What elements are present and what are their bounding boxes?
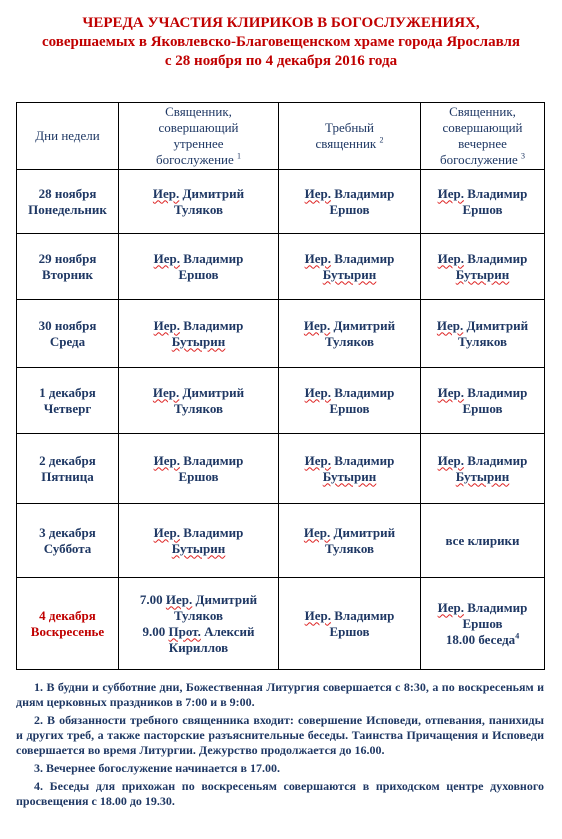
cell-line — [425, 616, 540, 632]
plain-text: Туляков — [324, 333, 375, 349]
day-cell — [17, 170, 119, 234]
footnote-text: В обязанности требного священника входит: совершение Исповеди, отпевания, панихиды и других треб, а также пасторские разъяснительные беседы. Таинства Причащения и Исповеди совершается во время Литургии. Дежурство продолжается до 16.00. — [16, 713, 544, 757]
day-date: 30 ноября — [38, 317, 97, 333]
day-cell — [17, 578, 119, 670]
given-name: Димитрий — [182, 185, 245, 201]
given-name: Владимир — [334, 185, 395, 201]
given-name: Владимир — [467, 250, 528, 266]
plain-text: 18.00 беседа — [445, 631, 516, 647]
footnote-text: Беседы для прихожан по воскресеньям совершаются в приходском центре духовного просвещения с 18.00 до 19.30. — [16, 779, 545, 808]
rank-abbr: Иер. — [436, 317, 464, 333]
cell-line — [425, 186, 540, 202]
given-name: Димитрий — [333, 317, 396, 333]
day-date: 3 декабря — [39, 524, 96, 540]
day-date: 1 декабря — [39, 384, 96, 400]
surname: Бутырин — [455, 266, 510, 282]
cell-line — [425, 600, 540, 616]
rank-abbr: Иер. — [304, 452, 331, 468]
table-row — [17, 504, 545, 578]
cell-line — [425, 318, 540, 334]
cell-line — [283, 202, 416, 218]
header-line: Требный — [325, 120, 374, 135]
plain-text: Ершов — [329, 400, 370, 416]
footnotes — [16, 680, 544, 812]
document-title — [0, 14, 562, 71]
cell-line — [123, 624, 274, 640]
cell-evening — [421, 170, 545, 234]
cell-morning — [119, 368, 279, 434]
cell-line — [123, 640, 274, 656]
cell-evening — [421, 300, 545, 368]
cell-line — [283, 334, 416, 350]
schedule-table — [16, 102, 545, 670]
given-name: Алексий — [204, 623, 255, 639]
cell-line — [123, 202, 274, 218]
table-row — [17, 300, 545, 368]
given-name: Владимир — [467, 599, 528, 615]
rank-abbr: Иер. — [437, 185, 464, 201]
given-name: Владимир — [467, 384, 528, 400]
cell-line — [283, 251, 416, 267]
given-name: Димитрий — [195, 591, 258, 607]
cell-line — [123, 385, 274, 401]
cell-treb — [279, 368, 421, 434]
day-cell — [17, 434, 119, 504]
header-line: богослужение $^3$ — [439, 151, 526, 167]
cell-line — [123, 186, 274, 202]
cell-line — [425, 453, 540, 469]
cell-line — [425, 334, 540, 350]
title-line-3: с 28 ноября по 4 декабря 2016 года — [164, 53, 398, 69]
rank-abbr: Иер. — [304, 607, 331, 623]
cell-treb — [279, 300, 421, 368]
cell-line — [123, 267, 274, 283]
header-line: священник $^2$ — [315, 135, 384, 151]
plain-text: Туляков — [173, 201, 224, 217]
header-line: Священник, — [165, 104, 232, 119]
given-name: Владимир — [334, 607, 395, 623]
plain-text: Кириллов — [168, 639, 229, 655]
cell-line — [283, 385, 416, 401]
cell-line — [425, 202, 540, 218]
surname: Бутырин — [322, 266, 377, 282]
cell-line — [425, 632, 540, 648]
time-text: 7.00 — [139, 591, 166, 607]
given-name: Владимир — [183, 317, 244, 333]
cell-evening — [421, 434, 545, 504]
surname: Бутырин — [455, 468, 510, 484]
plain-text: все клирики — [445, 532, 520, 548]
footnote-ref: 2 — [379, 135, 384, 145]
rank-abbr: Иер. — [303, 524, 331, 540]
cell-line — [425, 267, 540, 283]
cell-line — [123, 401, 274, 417]
rank-abbr: Иер. — [152, 185, 180, 201]
cell-treb — [279, 578, 421, 670]
day-date: 28 ноября — [38, 185, 97, 201]
rank-abbr: Иер. — [304, 250, 331, 266]
day-date: 4 декабря — [39, 607, 96, 623]
day-weekday: Четверг — [43, 400, 92, 416]
cell-line — [425, 251, 540, 267]
col-header-morning — [119, 103, 279, 170]
plain-text: Туляков — [173, 400, 224, 416]
footnote-ref: 3 — [521, 151, 526, 161]
footnote-item — [16, 761, 544, 776]
cell-evening — [421, 504, 545, 578]
given-name: Владимир — [334, 250, 395, 266]
table-row — [17, 170, 545, 234]
cell-line — [123, 318, 274, 334]
surname: Бутырин — [322, 468, 377, 484]
rank-abbr: Прот. — [168, 623, 201, 639]
header-line: совершающий — [442, 120, 523, 135]
cell-treb — [279, 170, 421, 234]
rank-abbr: Иер. — [153, 250, 180, 266]
footnote-number: 1. — [34, 680, 43, 694]
day-weekday: Понедельник — [28, 201, 107, 217]
title-line-2: совершаемых в Яковлевско-Благовещенском храме города Ярославля — [41, 34, 521, 50]
time-text: 9.00 — [142, 623, 169, 639]
surname: Бутырин — [171, 540, 226, 556]
rank-abbr: Иер. — [304, 384, 331, 400]
footnote-number: 3. — [34, 761, 43, 775]
rank-abbr: Иер. — [437, 452, 464, 468]
table-row — [17, 234, 545, 300]
header-line: Священник, — [449, 104, 516, 119]
cell-line — [283, 401, 416, 417]
cell-line — [123, 541, 274, 557]
footnote-text: Вечернее богослужение начинается в 17.00. — [46, 761, 280, 775]
day-date: 29 ноября — [38, 250, 97, 266]
table-row — [17, 434, 545, 504]
cell-line — [425, 533, 540, 549]
cell-line — [283, 624, 416, 640]
plain-text: Ершов — [178, 266, 219, 282]
plain-text: Туляков — [324, 540, 375, 556]
col-header-evening — [421, 103, 545, 170]
cell-evening — [421, 368, 545, 434]
cell-line — [283, 525, 416, 541]
day-cell — [17, 368, 119, 434]
footnote-ref: 4 — [515, 631, 520, 641]
cell-morning — [119, 578, 279, 670]
given-name: Владимир — [467, 185, 528, 201]
given-name: Димитрий — [333, 524, 396, 540]
cell-morning — [119, 504, 279, 578]
day-date: 2 декабря — [39, 452, 96, 468]
plain-text: Ершов — [462, 400, 503, 416]
footnote-item — [16, 713, 544, 758]
cell-line — [123, 251, 274, 267]
given-name: Владимир — [334, 384, 395, 400]
table-row — [17, 368, 545, 434]
col-header-day: Дни недели — [17, 103, 119, 170]
footnote-text: В будни и субботние дни, Божественная Литургия совершается с 8:30, а по воскресеньям и дням церковных праздников в 7:00 и в 9:00. — [16, 680, 545, 709]
cell-line — [283, 608, 416, 624]
cell-line — [283, 453, 416, 469]
cell-morning — [119, 434, 279, 504]
rank-abbr: Иер. — [437, 250, 464, 266]
footnote-item — [16, 779, 544, 809]
cell-morning — [119, 234, 279, 300]
cell-line — [123, 608, 274, 624]
cell-line — [123, 469, 274, 485]
footnote-number: 2. — [34, 713, 43, 727]
cell-line — [425, 469, 540, 485]
header-line: вечернее — [458, 136, 507, 151]
plain-text: Ершов — [462, 201, 503, 217]
cell-line — [123, 592, 274, 608]
rank-abbr: Иер. — [152, 384, 180, 400]
rank-abbr: Иер. — [437, 599, 464, 615]
cell-line — [123, 334, 274, 350]
cell-line — [283, 186, 416, 202]
day-weekday: Среда — [49, 333, 86, 349]
cell-morning — [119, 170, 279, 234]
day-cell — [17, 300, 119, 368]
day-weekday: Суббота — [43, 540, 92, 556]
cell-line — [283, 541, 416, 557]
cell-line — [123, 453, 274, 469]
rank-abbr: Иер. — [153, 452, 180, 468]
plain-text: Ершов — [178, 468, 219, 484]
given-name: Владимир — [183, 452, 244, 468]
cell-line — [123, 525, 274, 541]
rank-abbr: Иер. — [165, 591, 193, 607]
given-name: Владимир — [334, 452, 395, 468]
day-cell — [17, 234, 119, 300]
day-weekday: Воскресенье — [30, 623, 105, 639]
rank-abbr: Иер. — [437, 384, 464, 400]
cell-line — [425, 385, 540, 401]
plain-text: Ершов — [329, 623, 370, 639]
given-name: Владимир — [183, 250, 244, 266]
cell-line — [283, 318, 416, 334]
cell-line — [425, 401, 540, 417]
day-cell — [17, 504, 119, 578]
cell-treb — [279, 504, 421, 578]
cell-evening — [421, 234, 545, 300]
day-weekday: Пятница — [41, 468, 94, 484]
header-line: богослужение $^1$ — [155, 151, 242, 167]
cell-evening — [421, 578, 545, 670]
cell-treb — [279, 234, 421, 300]
surname: Бутырин — [171, 333, 226, 349]
col-header-treb — [279, 103, 421, 170]
given-name: Владимир — [467, 452, 528, 468]
header-line: совершающий — [158, 120, 239, 135]
given-name: Димитрий — [182, 384, 245, 400]
footnote-number: 4. — [34, 779, 43, 793]
footnote-ref: 1 — [237, 151, 242, 161]
title-line-1: ЧЕРЕДА УЧАСТИЯ КЛИРИКОВ В БОГОСЛУЖЕНИЯХ, — [82, 15, 480, 31]
footnote-item — [16, 680, 544, 710]
rank-abbr: Иер. — [303, 317, 331, 333]
given-name: Владимир — [183, 524, 244, 540]
rank-abbr: Иер. — [153, 524, 180, 540]
cell-line — [283, 469, 416, 485]
plain-text: Туляков — [457, 333, 508, 349]
header-row — [17, 103, 545, 170]
cell-morning — [119, 300, 279, 368]
plain-text: Ершов — [329, 201, 370, 217]
plain-text: Ершов — [462, 615, 503, 631]
given-name: Димитрий — [466, 317, 529, 333]
cell-line — [283, 267, 416, 283]
day-weekday: Вторник — [41, 266, 94, 282]
plain-text: Туляков — [173, 607, 224, 623]
header-line: утреннее — [173, 136, 224, 151]
table-row — [17, 578, 545, 670]
cell-treb — [279, 434, 421, 504]
rank-abbr: Иер. — [153, 317, 180, 333]
rank-abbr: Иер. — [304, 185, 331, 201]
